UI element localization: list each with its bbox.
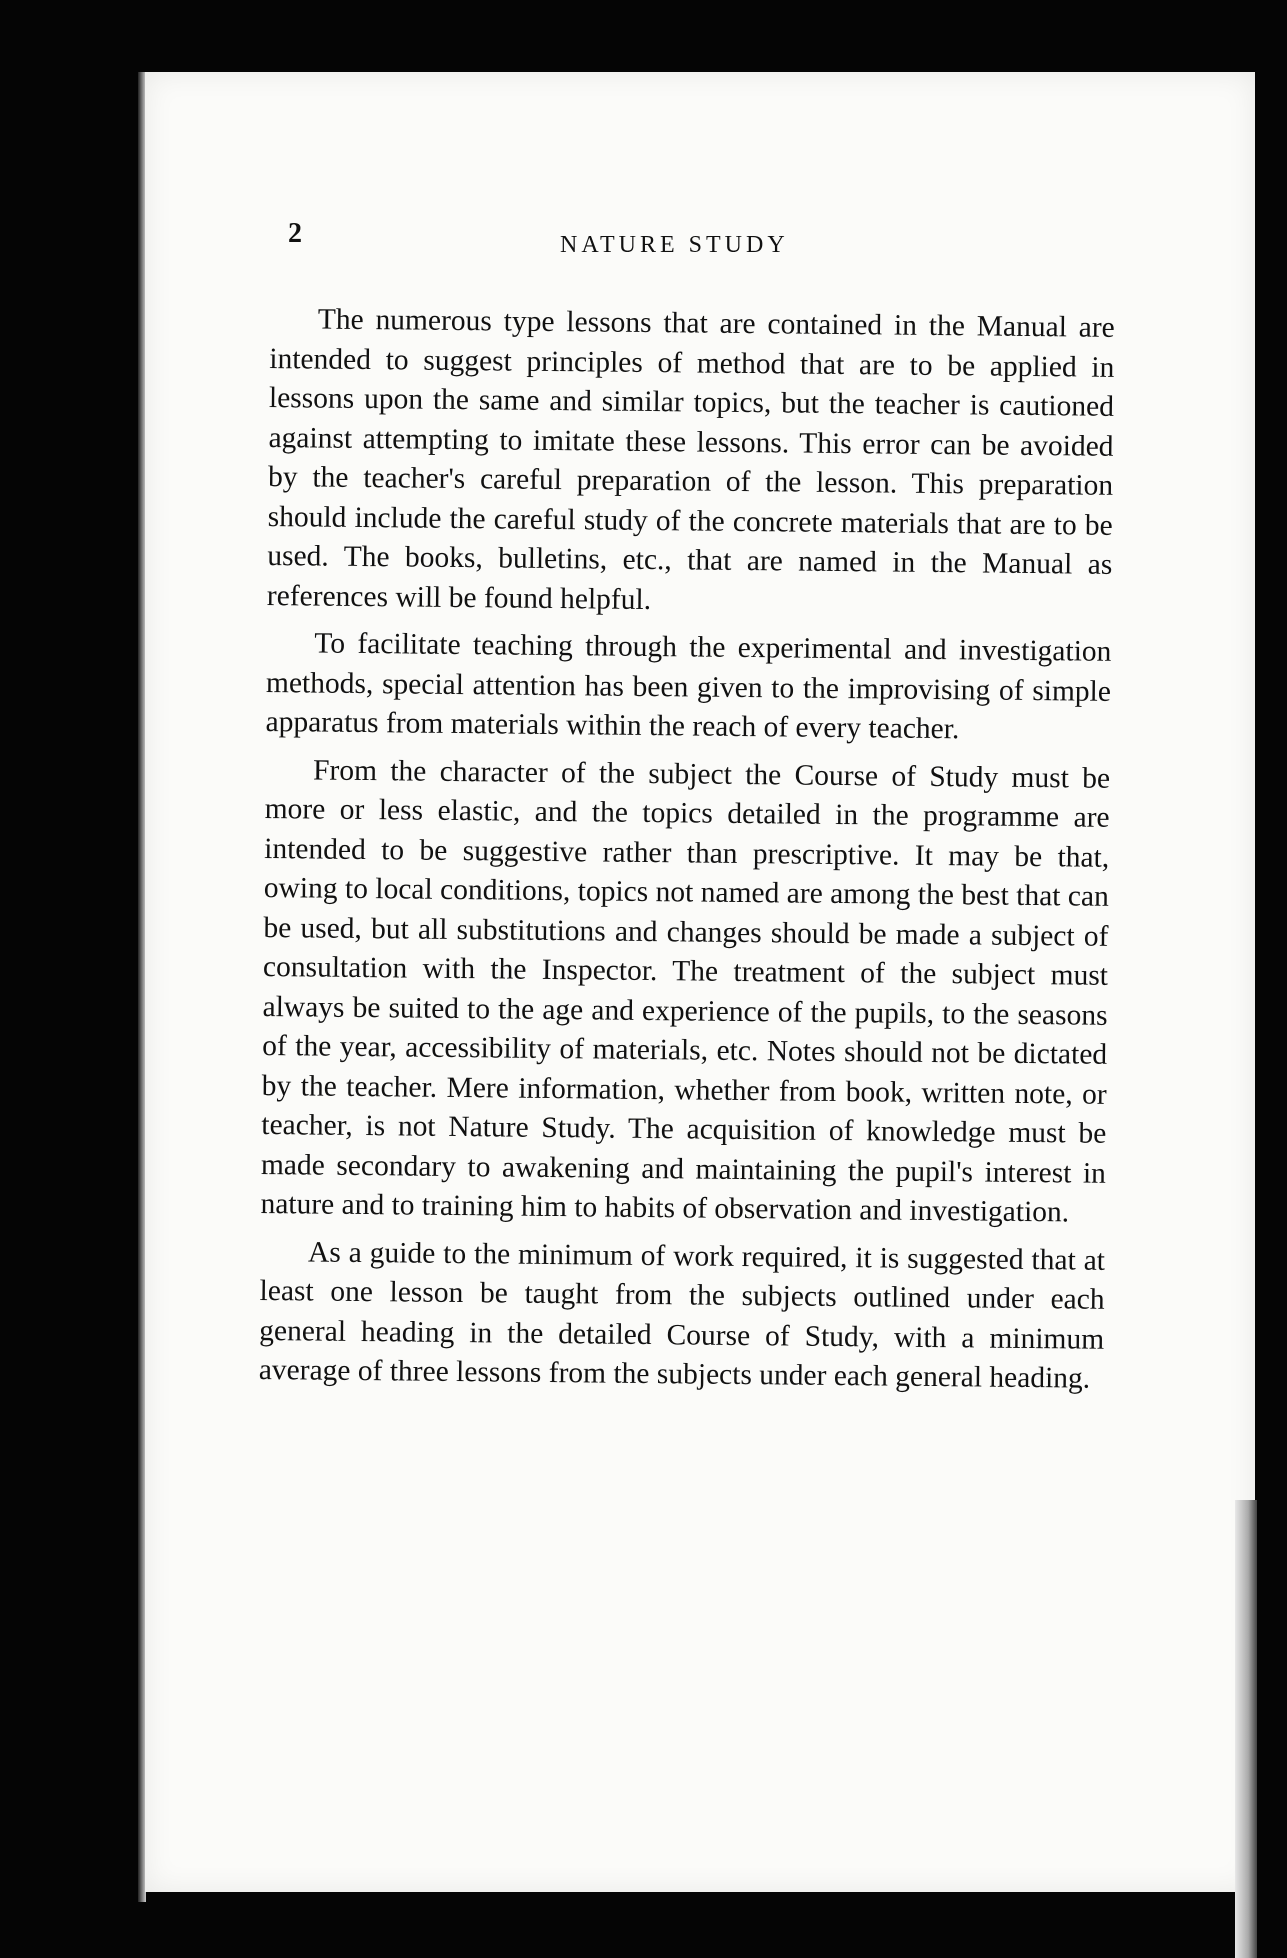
page-number: 2 [288, 218, 302, 249]
paragraph-type-lessons: The numerous type lessons that are contained in the Manual are intended to suggest principles of method that are to be applied in lessons upon the same and similar topics, but the teacher is cautioned against attempting to imitate these lessons. This error can be avoided by the teacher's careful preparation of the lesson. This preparation should include the careful study of the concrete materials that are to be used. The books, bulletins, etc., that are named in the Manual as references will be found helpful. [266, 303, 1115, 616]
page-edge-right [1235, 1500, 1257, 1958]
paragraph-course-elasticity: From the character of the subject the Course of Study must be more or less elastic, and the topics detailed in the programme are intended to be suggestive rather than prescriptive. It may be that, owing to local conditions, topics not named are among the best that can be used, but all substitutions and changes should be made a subject of consultation with the Inspector. The treatment of the subject must always be suited to the age and experience of the pupils, to the seasons of the year, accessibility of materials, etc. Notes should not be dictated by the teacher. Mere information, whether from book, written note, or teacher, is not Nature Study. The acquisition of knowledge must be made secondary to awakening and maintaining the pupil's interest in nature and to training him to habits of observation and investigation. [260, 753, 1111, 1229]
body-text [258, 300, 1114, 1407]
paragraph-minimum-work: As a guide to the minimum of work required, it is suggested that at least one lesson be taught from the subjects outlined under each general heading in the detailed Course of Study, with a minimum average of three lessons from the subjects under each general heading. [258, 1235, 1106, 1395]
paragraph-apparatus: To facilitate teaching through the experimental and investigation methods, special attention has been given to the improvising of simple apparatus from materials within the reach of every teacher. [265, 627, 1112, 746]
running-head: NATURE STUDY [560, 232, 789, 258]
